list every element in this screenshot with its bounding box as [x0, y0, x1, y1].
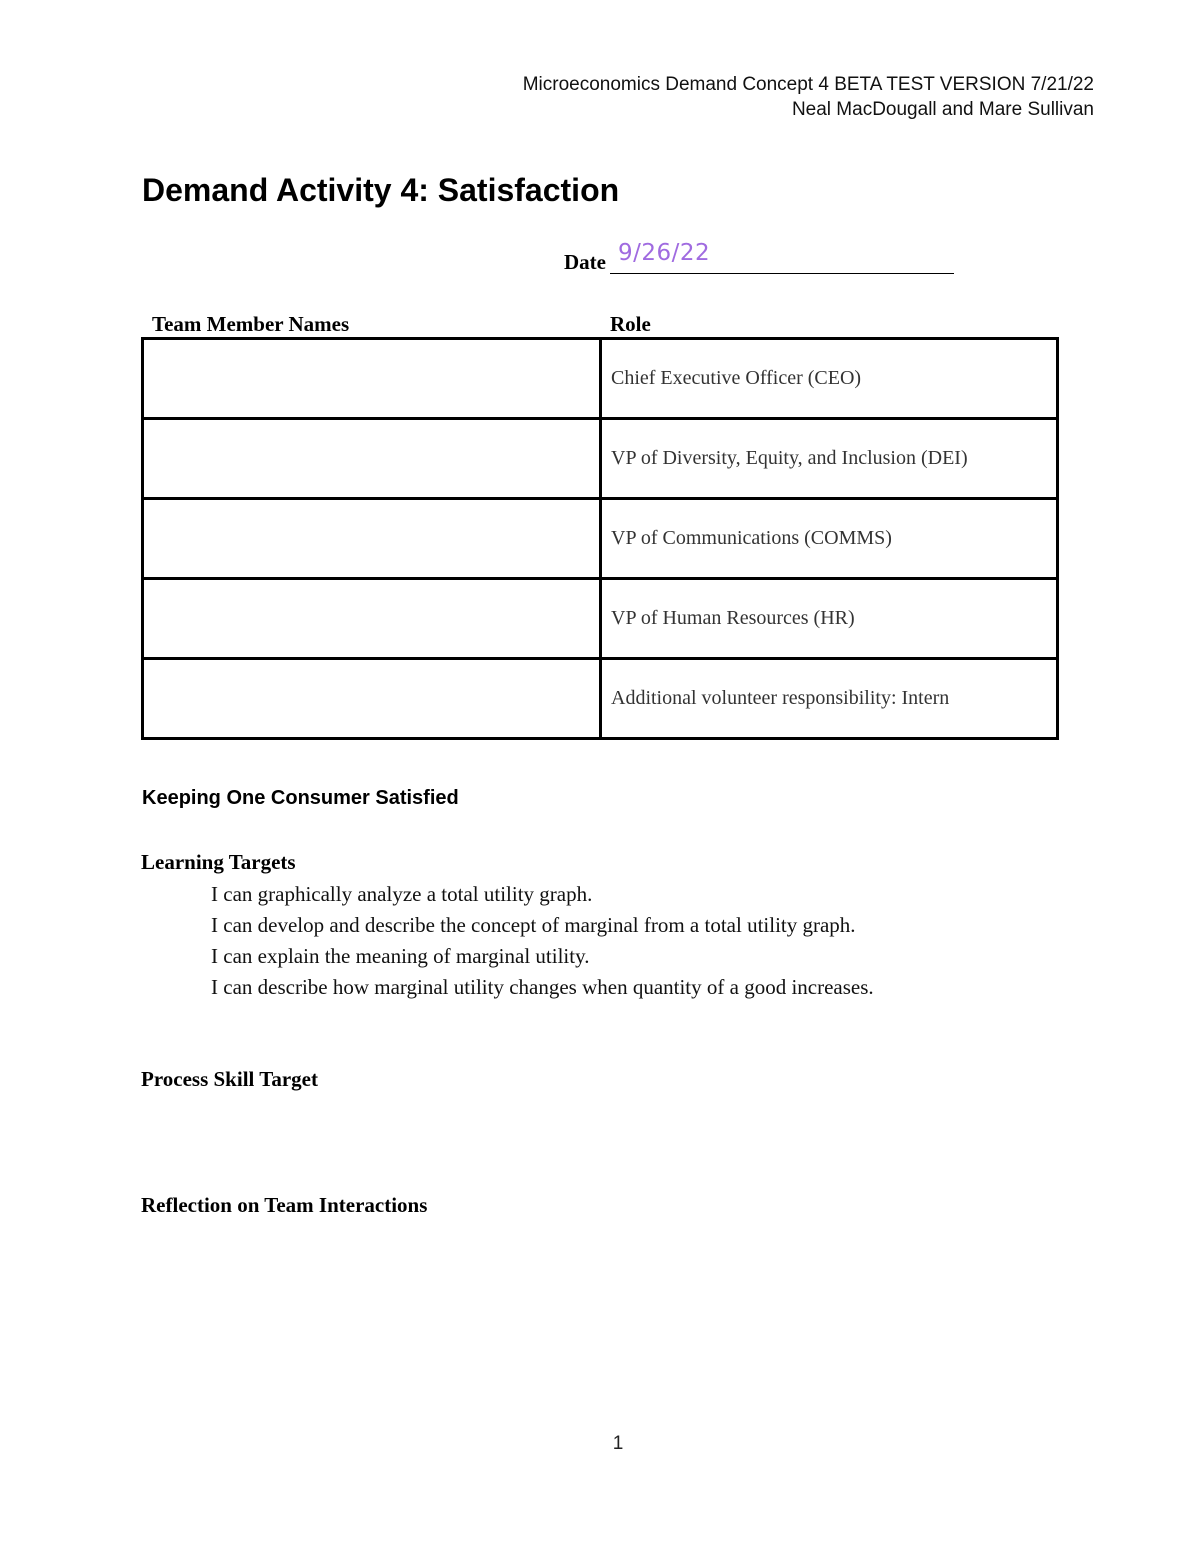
document-header	[523, 72, 1094, 122]
role-cell: Chief Executive Officer (CEO)	[601, 339, 1058, 419]
team-member-name-cell[interactable]	[143, 419, 601, 499]
team-member-name-cell[interactable]	[143, 579, 601, 659]
team-member-name-cell[interactable]	[143, 659, 601, 739]
process-skill-heading: Process Skill Target	[141, 1067, 318, 1091]
date-label: Date	[564, 250, 606, 274]
list-item: I can explain the meaning of marginal utility.	[211, 944, 590, 968]
list-item: I can graphically analyze a total utility graph.	[211, 882, 593, 906]
header-course-line: Microeconomics Demand Concept 4 BETA TEST VERSION 7/21/22	[522, 74, 1094, 95]
role-cell: Additional volunteer responsibility: Intern	[601, 659, 1058, 739]
table-row	[143, 419, 1058, 499]
learning-targets-list	[211, 879, 874, 1003]
table-row	[143, 659, 1058, 739]
list-item: I can describe how marginal utility changes when quantity of a good increases.	[211, 975, 874, 999]
team-member-name-cell[interactable]	[143, 499, 601, 579]
role-cell: VP of Diversity, Equity, and Inclusion (DEI)	[601, 419, 1058, 499]
date-field[interactable]	[564, 240, 956, 276]
learning-targets-heading: Learning Targets	[141, 850, 296, 874]
team-member-names-header: Team Member Names	[152, 312, 350, 336]
role-cell: VP of Communications (COMMS)	[601, 499, 1058, 579]
team-roster-table	[141, 337, 1059, 740]
table-row	[143, 499, 1058, 579]
header-authors-line: Neal MacDougall and Mare Sullivan	[791, 99, 1094, 120]
table-row	[143, 339, 1058, 419]
team-member-name-cell[interactable]	[143, 339, 601, 419]
table-row	[143, 579, 1058, 659]
role-header: Role	[610, 312, 651, 336]
date-value: 9/26/22	[618, 240, 711, 266]
date-underline	[610, 273, 954, 274]
page-title: Demand Activity 4: Satisfaction	[142, 172, 620, 208]
reflection-heading: Reflection on Team Interactions	[141, 1193, 428, 1217]
section-title: Keeping One Consumer Satisfied	[142, 787, 459, 809]
list-item: I can develop and describe the concept of marginal from a total utility graph.	[211, 913, 856, 937]
role-cell: VP of Human Resources (HR)	[601, 579, 1058, 659]
page-number: 1	[612, 1433, 624, 1454]
